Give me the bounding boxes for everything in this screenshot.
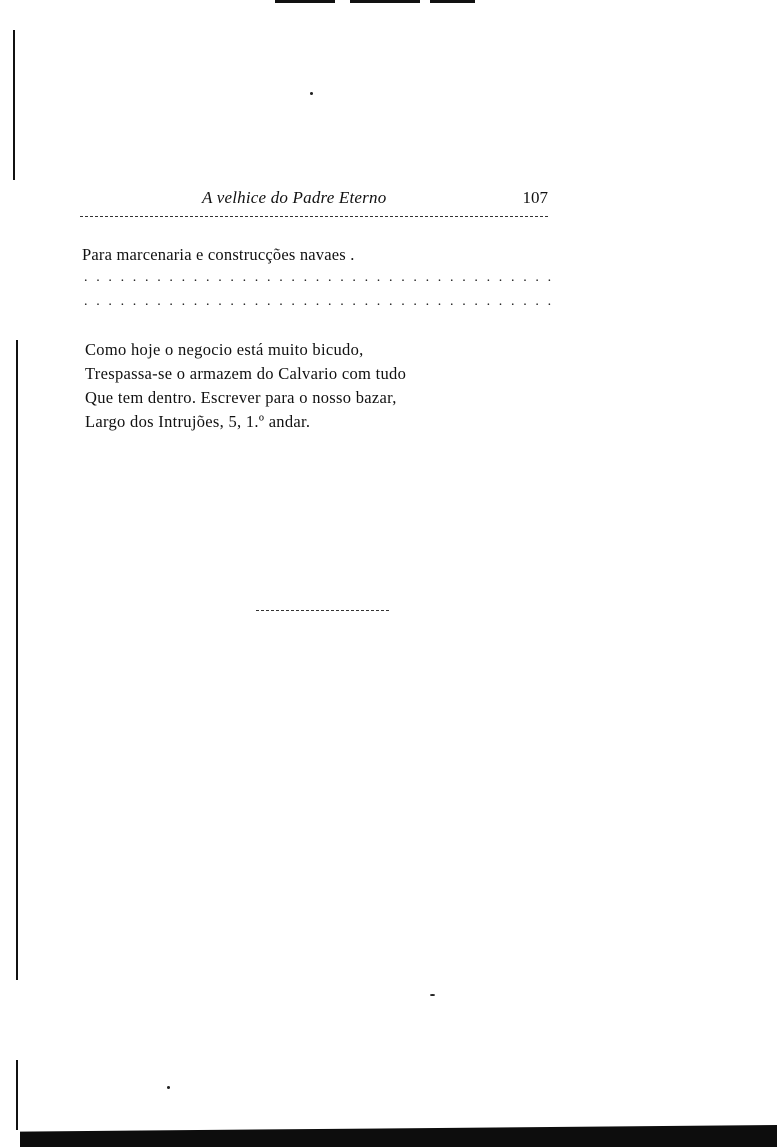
scan-speck [430,994,435,996]
page-number: 107 [522,188,548,207]
scan-margin-line [16,1060,18,1130]
scan-margin-line [13,30,15,180]
running-title: A velhice do Padre Eterno [202,188,387,207]
scan-top-fragment [350,0,420,3]
scan-speck [310,92,313,95]
verse-line: Largo dos Intrujões, 5, 1.º andar. [85,412,311,431]
section-end-rule [256,610,389,611]
running-header [80,186,548,217]
text-line: Para marcenaria e construcções navaes . [82,245,355,264]
scan-top-fragment [430,0,475,3]
verse-stanza [85,338,406,434]
dot-leader-line: . . . . . . . . . . . . . . . . . . . . . . . . . . . . . . . . . . . . . . . [84,294,554,309]
scan-speck [167,1086,170,1089]
scan-margin-line [16,340,18,980]
scan-top-fragment [275,0,335,3]
dot-leader-line: . . . . . . . . . . . . . . . . . . . . . . . . . . . . . . . . . . . . . . . [84,270,554,285]
verse-line: Trespassa-se o armazem do Calvario com tudo [85,364,407,383]
scan-bottom-shadow [20,1125,777,1147]
verse-line: Como hoje o negocio está muito bicudo, [85,340,364,359]
verse-line: Que tem dentro. Escrever para o nosso bazar, [85,388,397,407]
